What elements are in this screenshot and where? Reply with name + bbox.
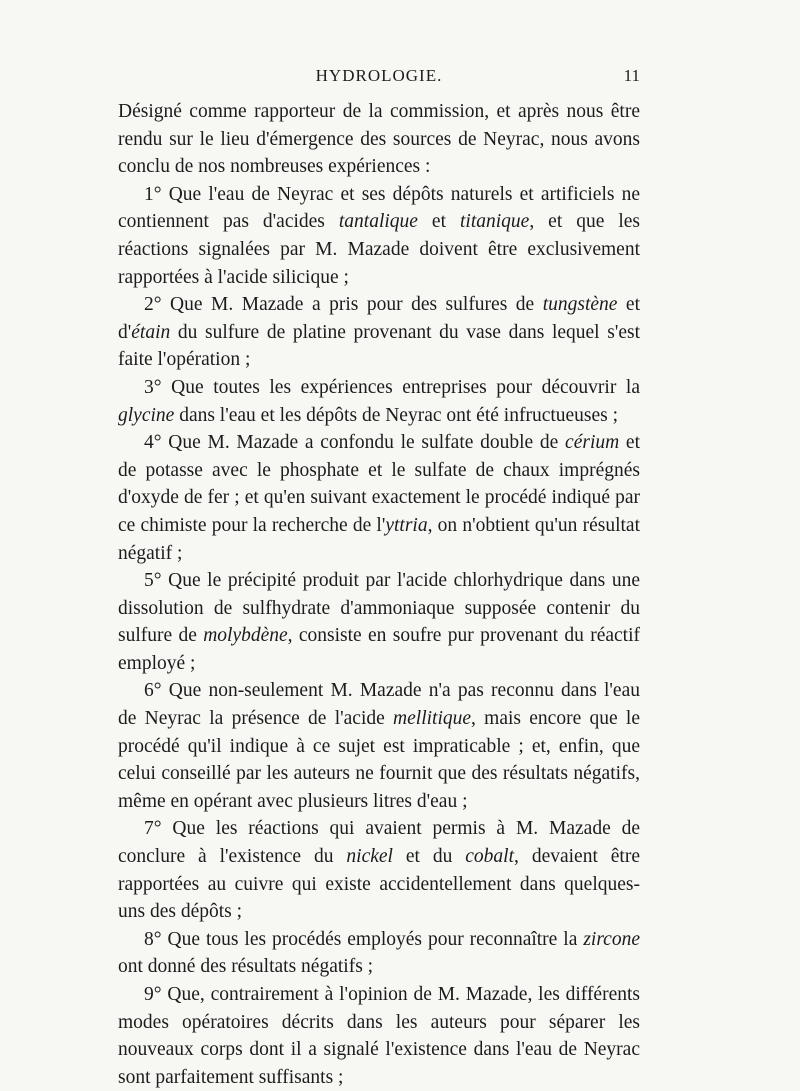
item-text: ont donné des résultats négatifs ; bbox=[118, 956, 374, 978]
running-title: HYDROLOGIE. bbox=[315, 66, 443, 85]
element-term: molybdène bbox=[203, 625, 288, 647]
conclusion-item-9 bbox=[118, 981, 640, 1091]
item-text: du sulfure de platine provenant du vase dans lequel s'est faite l'opération ; bbox=[118, 321, 640, 371]
conclusion-item-5 bbox=[118, 567, 640, 677]
item-number: 4° bbox=[144, 432, 162, 454]
item-number: 5° bbox=[144, 570, 162, 592]
running-head bbox=[118, 66, 640, 88]
item-number: 7° bbox=[144, 818, 162, 840]
item-text: Que tous les procédés employés pour reconnaître la bbox=[161, 928, 584, 950]
element-term: cobalt bbox=[465, 846, 515, 868]
item-text: Que non-seulement M. Mazade n'a pas reconnu dans l'eau de Neyrac la présence de l'acide bbox=[118, 680, 640, 730]
element-term: zircone bbox=[583, 928, 640, 950]
item-text: et d' bbox=[118, 294, 640, 343]
element-term: tantalique bbox=[338, 211, 418, 233]
item-text: et bbox=[417, 211, 460, 233]
conclusion-item-2 bbox=[118, 291, 640, 374]
item-text: , mais encore que le procédé qu'il indique à ce sujet est impraticable ; et, enfin, que celui conseillé par les auteurs ne fournit que des résultats négatifs, même en opérant avec plusieurs litres d'eau ; bbox=[118, 708, 640, 812]
item-text: , on n'obtient qu'un résultat négatif ; bbox=[118, 514, 640, 564]
item-text: Que, contrairement à l'opinion de M. Mazade, les différents modes opératoires décrits dans les auteurs pour séparer les nouveaux corps dont il a signalé l'existence dans l'eau de Neyrac sont parfaitement suffisants ; bbox=[118, 984, 640, 1088]
item-number: 9° bbox=[144, 984, 162, 1005]
item-text: dans l'eau et les dépôts de Neyrac ont été infructueuses ; bbox=[174, 404, 619, 426]
element-term: tungstène bbox=[542, 294, 618, 316]
conclusion-item-7 bbox=[118, 815, 640, 925]
element-term: étain bbox=[131, 321, 171, 343]
item-number: 3° bbox=[144, 376, 162, 398]
element-term: nickel bbox=[346, 846, 393, 868]
item-text: Que le précipité produit par l'acide chlorhydrique dans une dissolution de sulfhydrate d'ammoniaque supposée contenir du sulfure de bbox=[118, 570, 640, 647]
item-text: et du bbox=[392, 846, 466, 868]
conclusion-item-8 bbox=[118, 926, 640, 981]
item-text: Que M. Mazade a pris pour des sulfures de bbox=[161, 294, 543, 316]
item-text: et de potasse avec le phosphate et le sulfate de chaux imprégnés d'oxyde de fer ; et qu'en suivant exactement le procédé indiqué par ce chimiste pour la recherche de l' bbox=[118, 432, 640, 536]
conclusion-item-1 bbox=[118, 181, 640, 291]
item-number: 6° bbox=[144, 680, 162, 702]
item-text: Que les réactions qui avaient permis à M. Mazade de conclure à l'existence du bbox=[118, 818, 640, 868]
page-number: 11 bbox=[623, 66, 640, 85]
conclusion-item-3 bbox=[118, 374, 640, 429]
item-text: Que l'eau de Neyrac et ses dépôts naturels et artificiels ne contiennent pas d'acides bbox=[118, 183, 640, 233]
element-term: yttria bbox=[385, 514, 428, 536]
item-number: 8° bbox=[144, 928, 162, 950]
element-term: mellitique bbox=[393, 708, 472, 730]
conclusion-item-4 bbox=[118, 429, 640, 567]
conclusion-item-6 bbox=[118, 677, 640, 815]
item-text: , et que les réactions signalées par M. Mazade doivent être exclusivement rapportées à l'acide silicique ; bbox=[118, 211, 641, 288]
item-text: , devaient être rapportées au cuivre qui existe accidentellement dans quelques-uns des dépôts ; bbox=[118, 846, 640, 923]
item-text: Que M. Mazade a confondu le sulfate double de bbox=[161, 432, 566, 454]
item-number: 2° bbox=[144, 294, 162, 316]
body-text bbox=[118, 98, 640, 1091]
element-term: glycine bbox=[118, 404, 175, 426]
item-text: , consiste en soufre pur provenant du réactif employé ; bbox=[118, 625, 640, 674]
intro-paragraph: Désigné comme rapporteur de la commission, et après nous être rendu sur le lieu d'émergence des sources de Neyrac, nous avons conclu de nos nombreuses expériences : bbox=[118, 101, 640, 178]
item-number: 1° bbox=[144, 183, 162, 205]
item-text: Que toutes les expériences entreprises pour découvrir la bbox=[161, 376, 640, 398]
element-term: titanique bbox=[459, 211, 530, 233]
element-term: cérium bbox=[565, 432, 620, 454]
